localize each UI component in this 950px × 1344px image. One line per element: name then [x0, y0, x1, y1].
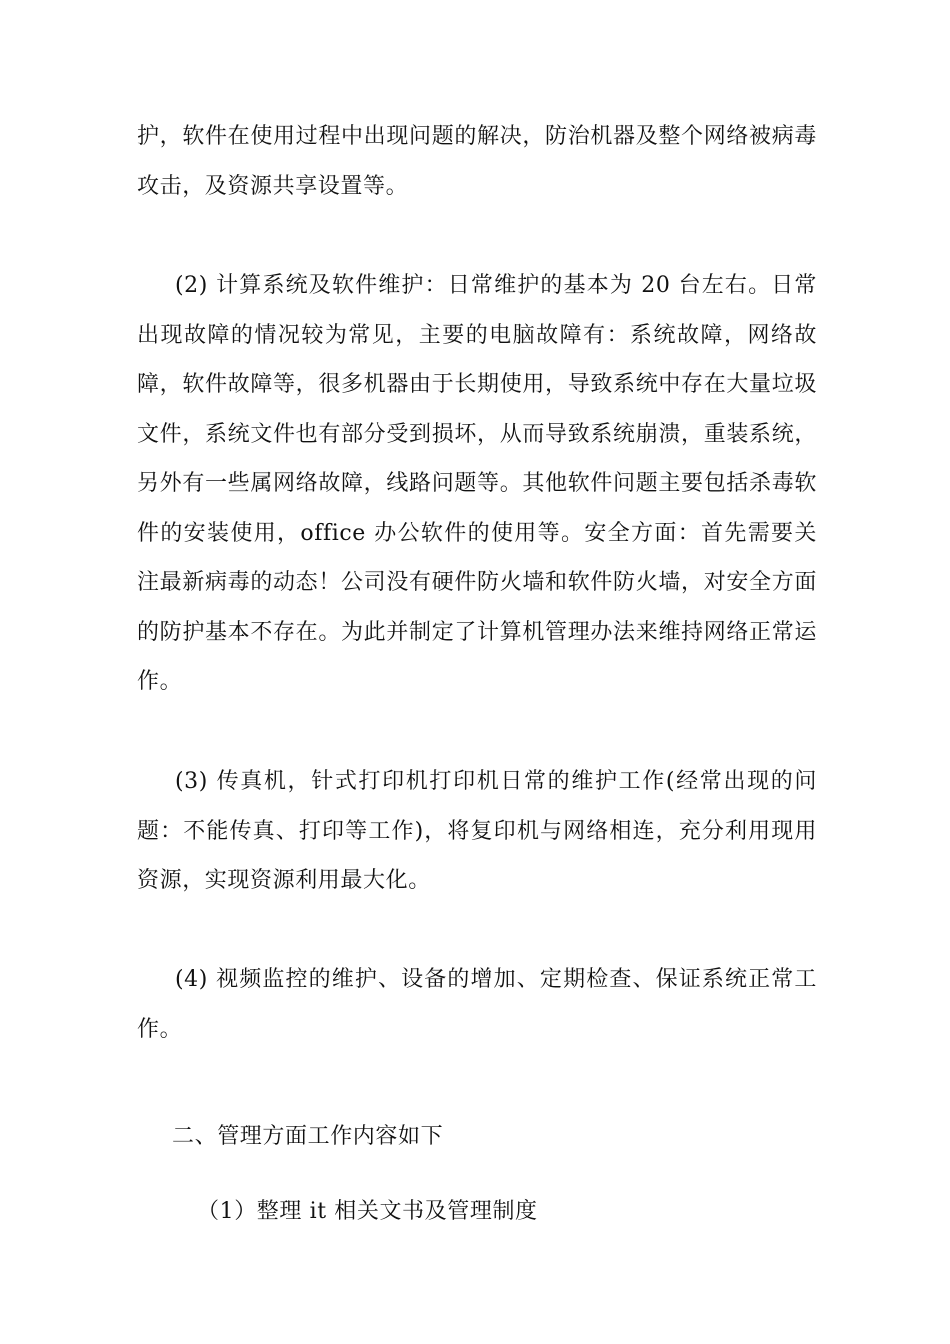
paragraph-continuation: 护，软件在使用过程中出现问题的解决，防治机器及整个网络被病毒攻击，及资源共享设置等。	[137, 124, 817, 199]
paragraph-system-software-maintenance: (2) 计算系统及软件维护：日常维护的基本为 20 台左右。日常出现故障的情况较为常见，主要的电脑故障有：系统故障，网络故障，软件故障等，很多机器由于长期使用，导致系统中存在大量垃圾文件，系统文件也有部分受到损坏，从而导致系统崩溃，重装系统，另外有一些属网络故障，线路问题等。其他软件问题主要包括杀毒软件的安装使用，office 办公软件的使用等。安全方面：首先需要关注最新病毒的动态！公司没有硬件防火墙和软件防火墙，对安全方面的防护基本不存在。为此并制定了计算机管理办法来维持网络正常运作。	[137, 273, 817, 694]
paragraph-fax-printer-maintenance: (3) 传真机，针式打印机打印机日常的维护工作(经常出现的问题：不能传真、打印等工作)，将复印机与网络相连，充分利用现用资源，实现资源利用最大化。	[137, 769, 817, 893]
paragraph-video-surveillance: (4) 视频监控的维护、设备的增加、定期检查、保证系统正常工作。	[137, 967, 817, 1042]
section-heading: 二、管理方面工作内容如下	[172, 1124, 444, 1149]
subsection-heading: （1）整理 it 相关文书及管理制度	[197, 1199, 538, 1224]
